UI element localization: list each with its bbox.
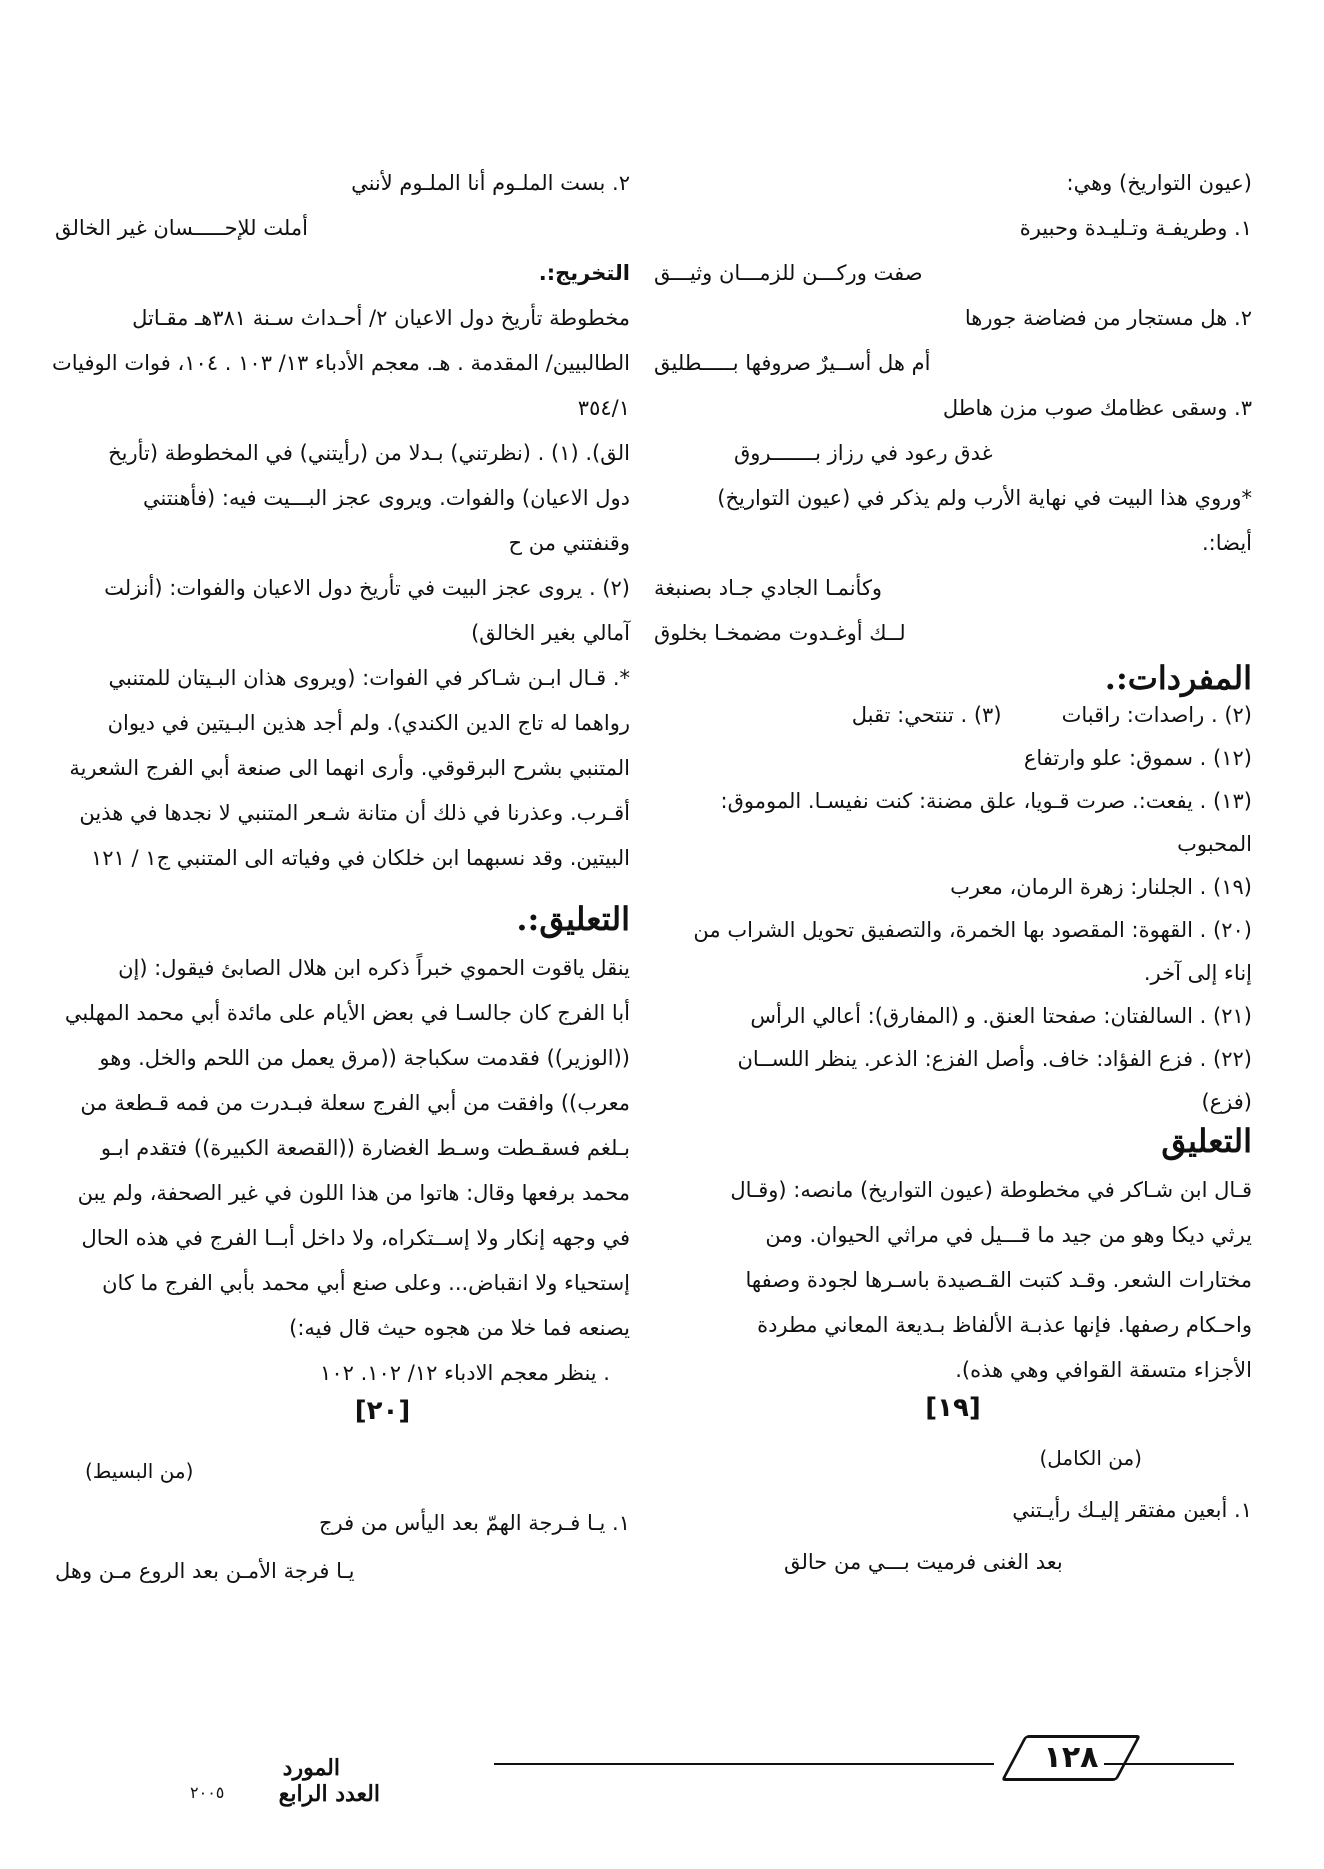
text-line: ١. وطريفـة وتـليـدة وحبيرة	[1019, 216, 1252, 240]
text-line: واحـكام رصفها. فإنها عذبـة الألفاظ بـديعة المعاني مطردة	[757, 1313, 1252, 1337]
text-line: يصنعه فما خلا من هجوه حيث قال فيه:)	[289, 1316, 630, 1340]
magazine-name: المورد	[282, 1755, 340, 1781]
text-line: وكأنمـا الجادي جـاد بصنبغة	[654, 576, 883, 600]
magazine-year: ٢٠٠٥	[190, 1783, 225, 1802]
text-line: أم هل أســيرٌ صروفها بـــــطليق	[654, 351, 931, 375]
text-line: محمد برفعها وقال: هاتوا من هذا اللون في غير الصحفة، ولم يبن	[77, 1181, 630, 1205]
text-line: ينقل ياقوت الحموي خبراً ذكره ابن هلال الصابئ فيقول: (إن	[118, 956, 630, 980]
taliq-heading: التعليق:.	[516, 900, 630, 938]
text-line: صفت وركـــن للزمـــان وثيـــق	[654, 261, 923, 285]
poem-meter: (من البسيط)	[85, 1459, 194, 1483]
text-line: ((الوزير)) فقدمت سكباجة ((مرق يعمل من اللحم والخل. وهو	[99, 1046, 630, 1070]
text-line: الق). (١) . (نظرتني) بـدلا من (رأيتني) في المخطوطة (تأريخ	[108, 441, 630, 465]
text-line: *. قـال ابـن شـاكر في الفوات: (ويروى هذان البـيتان للمتنبي	[108, 666, 630, 690]
text-line: أبا الفرج كان جالسـا في بعض الأيام على مائدة أبي محمد المهلبي	[64, 1001, 630, 1025]
text-line: يرثي ديكا وهو من جيد ما قـــيل في مراثي الحيوان. ومن	[765, 1223, 1252, 1247]
poem-number: [٢٠]	[354, 1396, 411, 1426]
text-line: إستحياء ولا انقباض... وعلى صنع أبي محمد بأبي الفرج ما كان	[102, 1271, 630, 1295]
text-line: ٢. هل مستجار من فضاضة جورها	[964, 306, 1252, 330]
text-line: (٢) . يروى عجز البيت في تأريخ دول الاعيان والفوات: (أنزلت	[104, 576, 630, 600]
text-line: المتنبي بشرح البرقوقي. وأرى انهما الى صنعة أبي الفرج الشعرية	[69, 756, 630, 780]
poem-meter: (من الكامل)	[1039, 1446, 1142, 1470]
text-line: المحبوب	[1177, 832, 1252, 856]
magazine-issue: العدد الرابع	[278, 1781, 380, 1807]
text-line: وقنفتني من ح	[508, 531, 630, 555]
poem-number: [١٩]	[925, 1393, 981, 1423]
footer-rule	[494, 1763, 994, 1765]
reference-line: . ينظر معجم الادباء ١٢/ ١٠٢. ١٠٢	[320, 1361, 610, 1385]
text-line: غدق رعود في رزاز بـــــــروق	[734, 441, 993, 465]
takhrij-heading: التخريج:.	[538, 261, 630, 285]
text-line: معرب)) وافقت من أبي الفرج سعلة فبـدرت من فمه قـطعة من	[80, 1091, 630, 1115]
text-line: رواهما له تاج الدين الكندي). ولم أجد هذين البـيتين في ديوان	[107, 711, 630, 735]
taliq-heading: التعليق	[1161, 1122, 1252, 1160]
poem-line: ١. أبعين مفتقر إليـك رأيـتني	[1012, 1498, 1252, 1522]
right-column	[654, 170, 1252, 1575]
poem-line: ١. يـا فـرجة الهمّ بعد اليأس من فرج	[318, 1511, 630, 1535]
text-line: مختارات الشعر. وقـد كتبت القـصيدة باسـرها لجودة وصفها	[745, 1268, 1252, 1292]
text-line: أيضا:.	[1201, 531, 1252, 555]
left-column	[52, 170, 630, 1584]
text-line: أقـرب. وعذرنا في ذلك أن متانة شـعر المتنبي لا نجدها في هذين	[79, 801, 630, 825]
text-line: الأجزاء متسقة القوافي وهي هذه).	[955, 1358, 1252, 1382]
text-line: دول الاعيان) والفوات. ويروى عجز البـــيت فيه: (فأهنتني	[142, 486, 630, 510]
poem-line: يـا فرجة الأمـن بعد الروع مـن وهل	[55, 1559, 355, 1583]
text-line: إناء إلى آخر.	[1143, 961, 1252, 985]
poem-line: ٢. بست الملـوم أنا الملـوم لأنني	[351, 171, 630, 195]
page-number-box	[1001, 1735, 1141, 1781]
page-number: ١٢٨	[1043, 1740, 1099, 1775]
text-line: (عيون التواريخ) وهي:	[1066, 171, 1252, 195]
text-line: (٢٢) . فزع الفؤاد: خاف. وأصل الفزع: الذعر. ينظر اللســان	[737, 1047, 1252, 1071]
text-line: في وجهه إنكار ولا إســتكراه، ولا داخل أبــا الفرج في هذه الحال	[81, 1226, 630, 1250]
text-line: ٣٥٤/١	[577, 396, 630, 420]
poem-line: أملت للإحـــــسان غير الخالق	[55, 216, 308, 240]
page-footer	[0, 1729, 1324, 1869]
mufradat-heading: المفردات:.	[1104, 659, 1252, 697]
text-line: بـلغم فسقـطت وسـط الغضارة ((القصعة الكبيرة)) فتقدم ابـو	[100, 1136, 630, 1160]
text-line: *وروي هذا البيت في نهاية الأرب ولم يذكر في (عيون التواريخ)	[717, 486, 1252, 510]
text-line: مخطوطة تأريخ دول الاعيان ٢/ أحـداث سـنة ٣٨١هـ مقـاتل	[132, 306, 630, 330]
text-line: الطالبيين/ المقدمة . هـ. معجم الأدباء ١٣/ ١٠٣ . ١٠٤، فوات الوفيات	[52, 351, 630, 375]
poem-line: بعد الغنى فرميت بـــي من حالق	[784, 1550, 1063, 1574]
magazine-masthead	[180, 1755, 380, 1807]
text-line: آمالي بغير الخالق)	[471, 621, 630, 645]
text-line: (فزع)	[1201, 1090, 1252, 1114]
text-line: (١٩) . الجلنار: زهرة الرمان، معرب	[950, 875, 1252, 899]
text-line: (٢) . راصدات: راقبات (٣) . تنتحي: تقبل	[851, 703, 1252, 727]
text-line: البيتين. وقد نسبهما ابن خلكان في وفياته الى المتنبي ج١ / ١٢١	[91, 846, 630, 870]
text-line: قـال ابن شـاكر في مخطوطة (عيون التواريخ) مانصه: (وقـال	[730, 1178, 1252, 1202]
text-line: (٢٠) . القهوة: المقصود بها الخمرة، والتصفيق تحويل الشراب من	[693, 918, 1252, 942]
text-line: (٢١) . السالفتان: صفحتا العنق. و (المفارق): أعالي الرأس	[750, 1004, 1252, 1028]
text-line: لــك أوغـدوت مضمخـا بخلوق	[654, 621, 906, 645]
text-line: ٣. وسقى عظامك صوب مزن هاطل	[942, 396, 1252, 420]
text-line: (١٣) . يفعت:. صرت قـويا، علق مضنة: كنت نفيسـا. الموموق:	[720, 789, 1252, 813]
text-line: (١٢) . سموق: علو وارتفاع	[1023, 746, 1252, 770]
